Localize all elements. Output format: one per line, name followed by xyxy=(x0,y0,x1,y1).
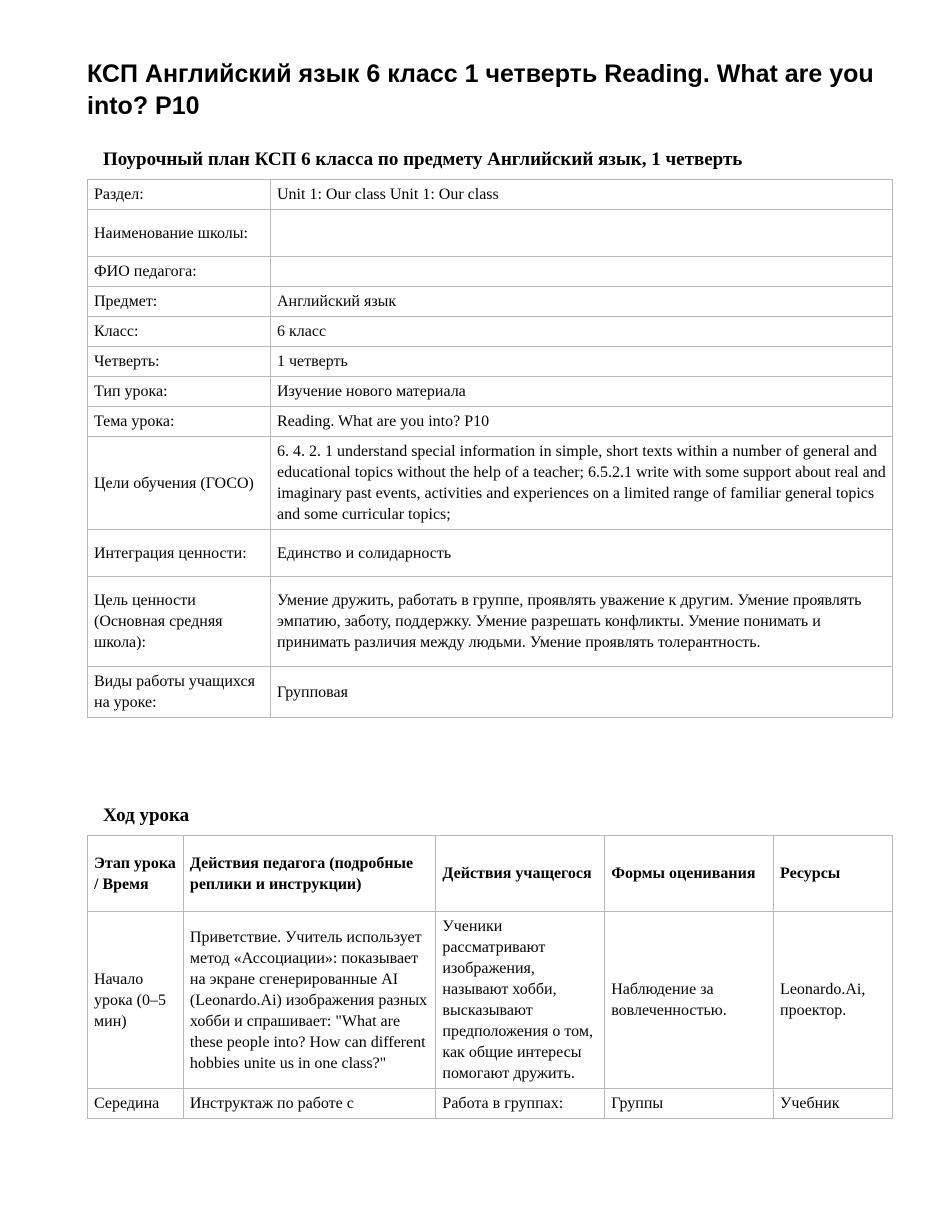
column-header-student-actions: Действия учащегося xyxy=(436,836,605,912)
lesson-flow-heading: Ход урока xyxy=(103,805,190,826)
student-actions-cell: Ученики рассматривают изображения, называют хобби, высказывают предположения о том, как общие интересы помогают дружить. xyxy=(436,912,605,1089)
table-row xyxy=(88,347,893,377)
row-label: Тема урока: xyxy=(88,407,271,437)
table-row xyxy=(88,1089,893,1119)
row-value xyxy=(271,257,893,287)
row-label: Класс: xyxy=(88,317,271,347)
row-value: Умение дружить, работать в группе, проявлять уважение к другим. Умение проявлять эмпатию, заботу, поддержку. Умение разрешать конфликты. Умение понимать и принимать различия между людьми. Умение проявлять толерантность. xyxy=(271,577,893,667)
assessment-cell: Группы xyxy=(605,1089,774,1119)
row-value: 6 класс xyxy=(271,317,893,347)
stage-cell: Начало урока (0–5 мин) xyxy=(88,912,184,1089)
table-row xyxy=(88,210,893,257)
row-value: Английский язык xyxy=(271,287,893,317)
column-header-resources: Ресурсы xyxy=(774,836,893,912)
table-row xyxy=(88,667,893,718)
table-row xyxy=(88,577,893,667)
table-row xyxy=(88,287,893,317)
row-value: Единство и солидарность xyxy=(271,530,893,577)
table-row xyxy=(88,180,893,210)
plan-heading: Поурочный план КСП 6 класса по предмету Английский язык, 1 четверть xyxy=(103,149,743,170)
column-header-stage: Этап урока / Время xyxy=(88,836,184,912)
row-value: 1 четверть xyxy=(271,347,893,377)
table-header-row xyxy=(88,836,893,912)
table-row xyxy=(88,377,893,407)
teacher-actions-cell: Инструктаж по работе с xyxy=(183,1089,436,1119)
table-row xyxy=(88,530,893,577)
row-label: Цель ценности (Основная средняя школа): xyxy=(88,577,271,667)
resources-cell: Учебник xyxy=(774,1089,893,1119)
table-row xyxy=(88,437,893,530)
resources-cell: Leonardo.Ai, проектор. xyxy=(774,912,893,1089)
table-row xyxy=(88,407,893,437)
row-label: Интеграция ценности: xyxy=(88,530,271,577)
row-value: Reading. What are you into? P10 xyxy=(271,407,893,437)
row-label: Тип урока: xyxy=(88,377,271,407)
row-label: Виды работы учащихся на уроке: xyxy=(88,667,271,718)
table-row xyxy=(88,257,893,287)
lesson-info-table xyxy=(87,179,893,718)
row-label: Наименование школы: xyxy=(88,210,271,257)
table-row xyxy=(88,317,893,347)
row-value: Изучение нового материала xyxy=(271,377,893,407)
stage-cell: Середина xyxy=(88,1089,184,1119)
row-label: Цели обучения (ГОСО) xyxy=(88,437,271,530)
row-label: Раздел: xyxy=(88,180,271,210)
row-value: 6. 4. 2. 1 understand special information in simple, short texts within a number of general and educational topics without the help of a teacher; 6.5.2.1 write with some support about real and imaginary past events, activities and experiences on a limited range of familiar general topics and some curricular topics; xyxy=(271,437,893,530)
column-header-assessment: Формы оценивания xyxy=(605,836,774,912)
column-header-teacher-actions: Действия педагога (подробные реплики и инструкции) xyxy=(183,836,436,912)
row-value: Групповая xyxy=(271,667,893,718)
page-title: КСП Английский язык 6 класс 1 четверть Reading. What are you into? P10 xyxy=(87,60,874,120)
lesson-flow-table xyxy=(87,835,893,1119)
row-label: Четверть: xyxy=(88,347,271,377)
row-label: Предмет: xyxy=(88,287,271,317)
teacher-actions-cell: Приветствие. Учитель использует метод «Ассоциации»: показывает на экране сгенерированные AI (Leonardo.Ai) изображения разных хобби и спрашивает: "What are these people into? How can different hobbies unite us in one class?" xyxy=(183,912,436,1089)
student-actions-cell: Работа в группах: xyxy=(436,1089,605,1119)
row-label: ФИО педагога: xyxy=(88,257,271,287)
table-row xyxy=(88,912,893,1089)
row-value: Unit 1: Our class Unit 1: Our class xyxy=(271,180,893,210)
assessment-cell: Наблюдение за вовлеченностью. xyxy=(605,912,774,1089)
row-value xyxy=(271,210,893,257)
